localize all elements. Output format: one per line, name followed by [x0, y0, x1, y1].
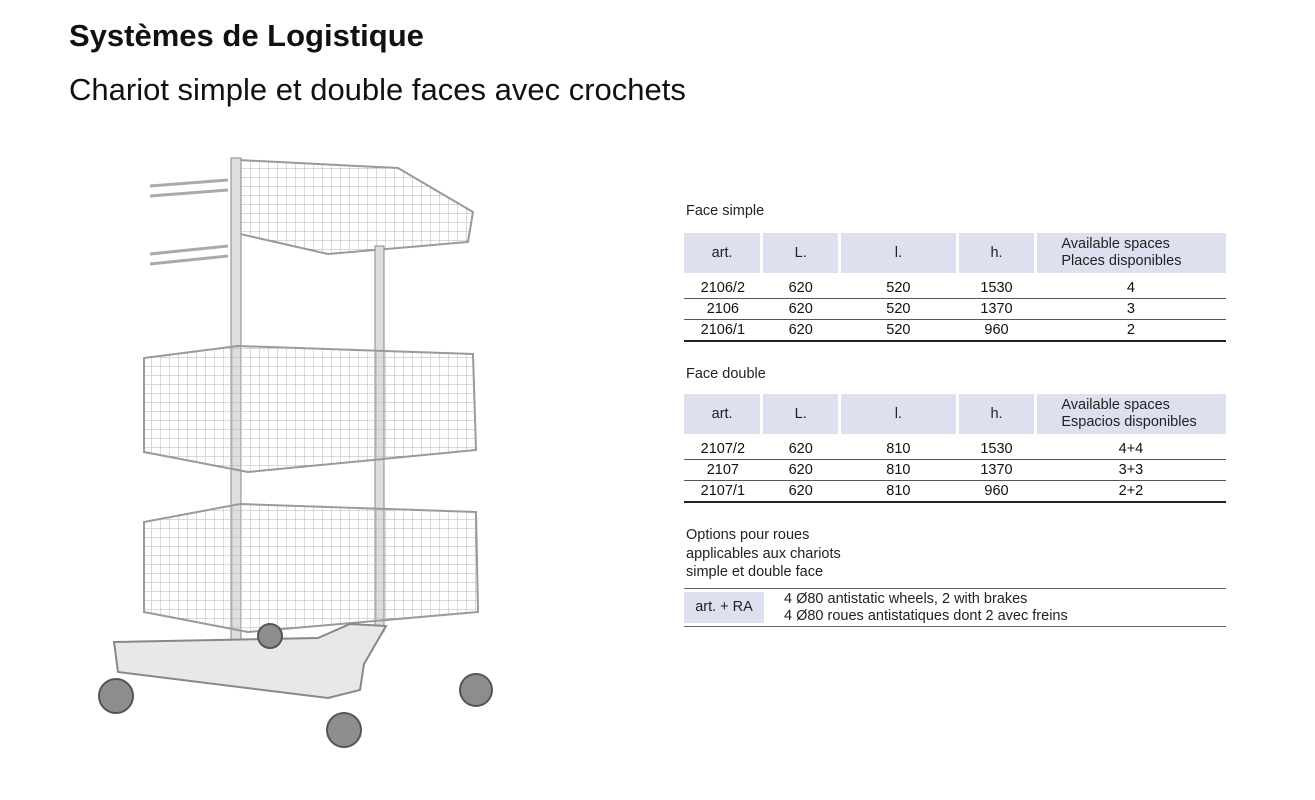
table-header: art. [684, 394, 762, 434]
table-header: Available spaces Places disponibles [1036, 233, 1226, 273]
table-header: L. [762, 394, 840, 434]
table-header: L. [762, 233, 840, 273]
table-row: 2106/2 620 520 1530 4 [684, 278, 1226, 299]
table-row: 2107/1 620 810 960 2+2 [684, 481, 1226, 503]
table-row: 2106/1 620 520 960 2 [684, 320, 1226, 342]
trolley-with-baskets-icon [88, 150, 548, 770]
wheel-options-text: Options pour roues applicables aux chariots simple et double face [686, 527, 841, 580]
table-header: h. [957, 394, 1036, 434]
table-header: l. [840, 233, 957, 273]
table-header: l. [840, 394, 957, 434]
table-header: Available spaces Espacios disponibles [1036, 394, 1226, 434]
face-simple-table [684, 233, 1226, 342]
option-article: art. + RA [684, 592, 764, 623]
wheel-options-table [684, 588, 1226, 627]
table-header: art. [684, 233, 762, 273]
table-row: 2107 620 810 1370 3+3 [684, 460, 1226, 481]
option-description: 4 Ø80 antistatic wheels, 2 with brakes 4 Ø80 roues antistatiques dont 2 avec freins [784, 591, 1068, 624]
table-row: 2107/2 620 810 1530 4+4 [684, 439, 1226, 460]
page-subtitle: Chariot simple et double faces avec crochets [69, 72, 686, 107]
face-double-label: Face double [686, 366, 766, 382]
face-simple-label: Face simple [686, 203, 765, 219]
table-row: 2106 620 520 1370 3 [684, 299, 1226, 320]
face-double-table [684, 394, 1226, 503]
table-header: h. [957, 233, 1036, 273]
page-title: Systèmes de Logistique [69, 18, 424, 53]
